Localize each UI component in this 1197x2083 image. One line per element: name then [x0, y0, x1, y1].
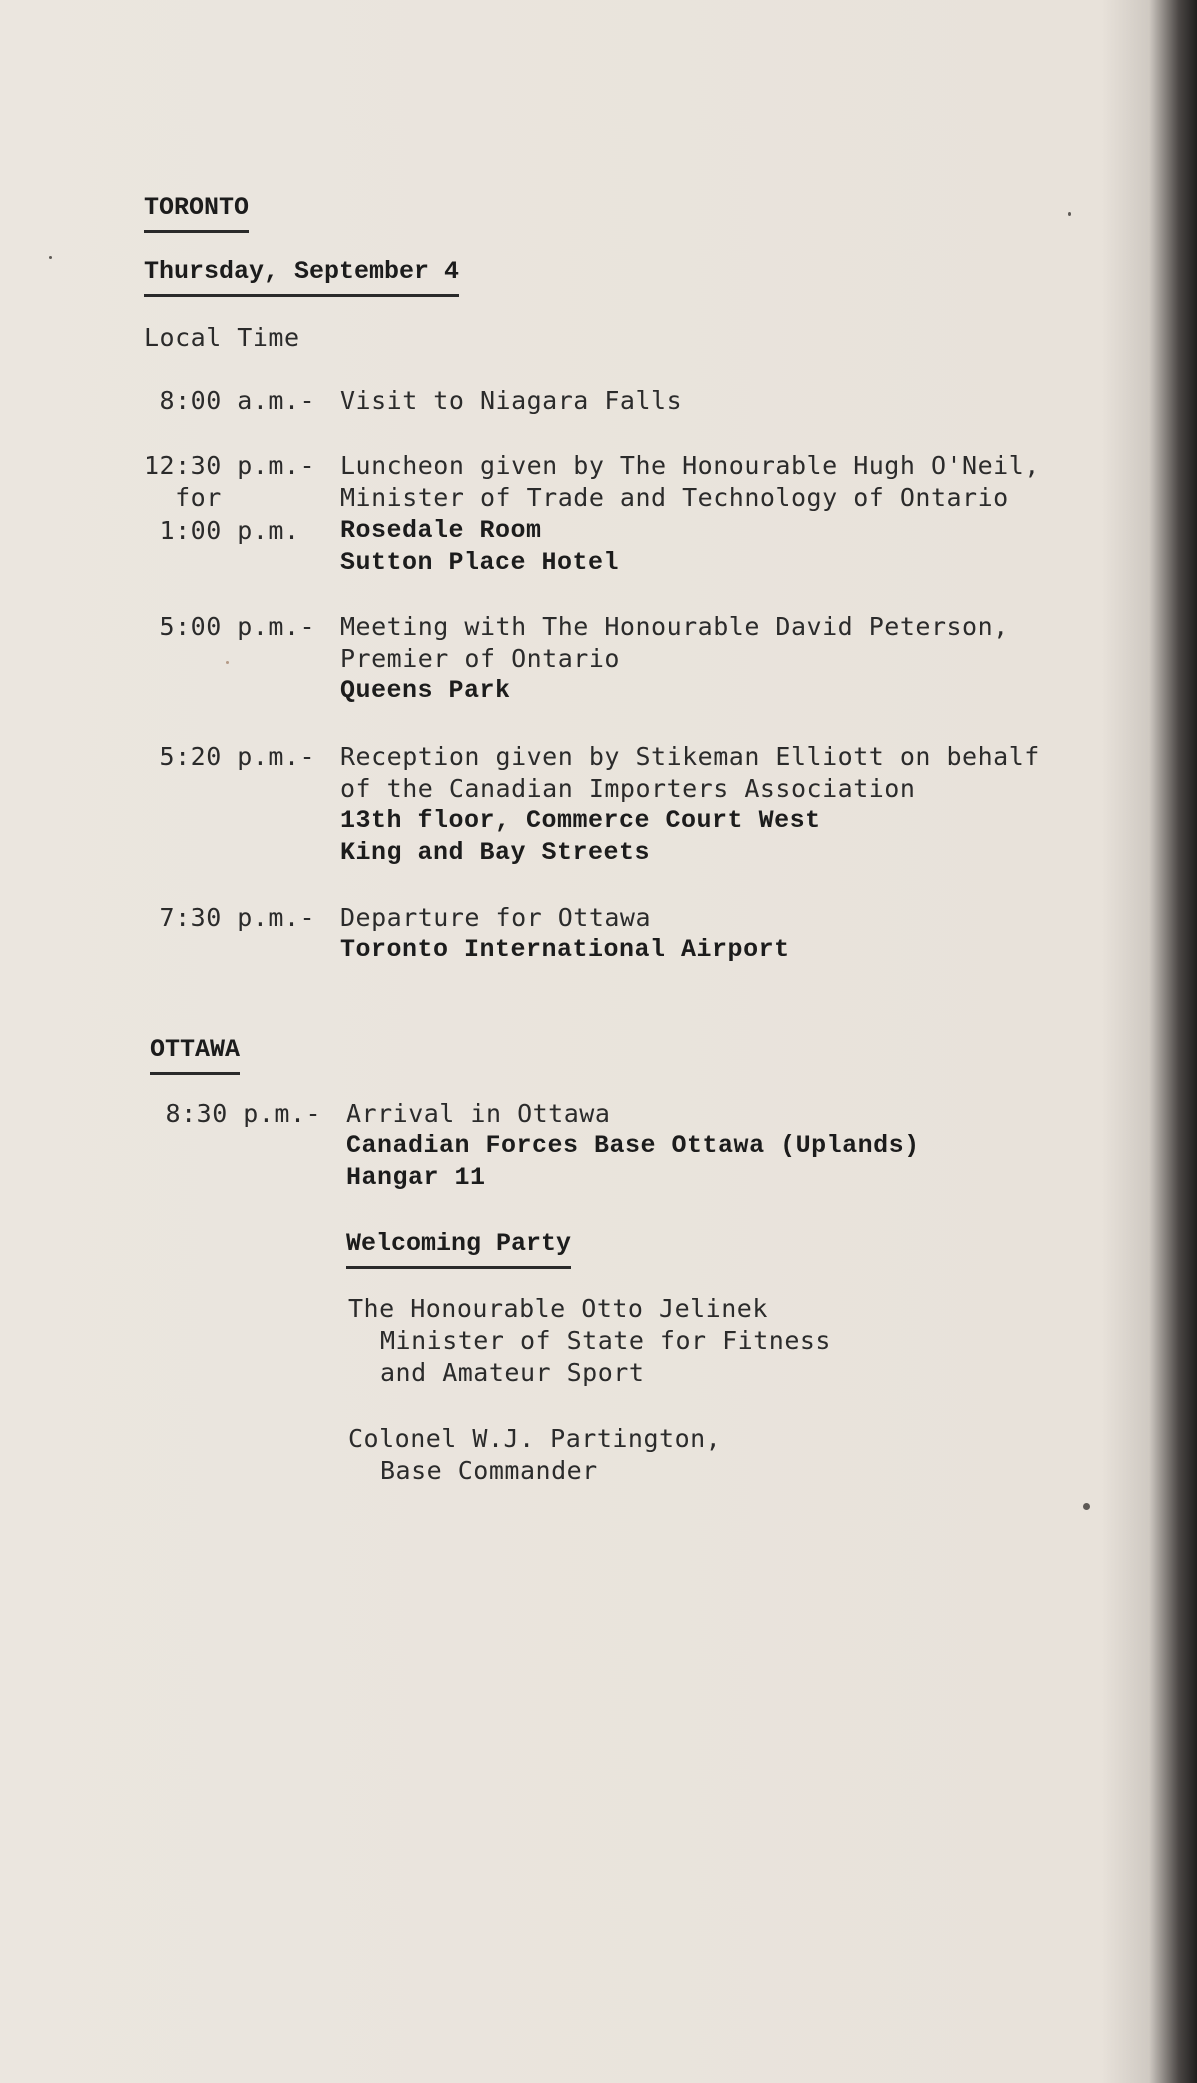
event-location: Toronto International Airport [340, 935, 790, 964]
event-time-extra: for [144, 483, 222, 512]
event-time: 5:00 p.m.- [144, 612, 316, 641]
event-time: 7:30 p.m.- [144, 903, 316, 932]
paper-speck [1083, 1503, 1090, 1510]
paper-speck [49, 256, 52, 259]
event-description: Minister of Trade and Technology of Ontario [340, 483, 1009, 512]
date-heading: Thursday, September 4 [144, 256, 459, 297]
party-member-name: Colonel W.J. Partington, [348, 1424, 722, 1453]
event-time: 8:30 p.m.- [150, 1099, 322, 1128]
welcoming-party-heading: Welcoming Party [346, 1228, 571, 1269]
party-member-name: The Honourable Otto Jelinek [348, 1294, 768, 1323]
event-time: 12:30 p.m.- [144, 451, 316, 480]
paper-speck [1068, 212, 1071, 216]
event-description: Premier of Ontario [340, 644, 620, 673]
event-location: 13th floor, Commerce Court West [340, 806, 821, 835]
event-description: Visit to Niagara Falls [340, 386, 683, 415]
event-location: King and Bay Streets [340, 838, 651, 867]
party-member-title: Base Commander [380, 1456, 598, 1485]
event-location: Sutton Place Hotel [340, 548, 620, 577]
event-description: Reception given by Stikeman Elliott on behalf [340, 742, 1040, 771]
event-location: Queens Park [340, 676, 511, 705]
paper-speck [226, 661, 229, 664]
event-location: Canadian Forces Base Ottawa (Uplands) [346, 1131, 920, 1160]
event-time: 5:20 p.m.- [144, 742, 316, 771]
event-description: Luncheon given by The Honourable Hugh O'Neil, [340, 451, 1040, 480]
local-time-label: Local Time [144, 323, 300, 352]
event-location: Hangar 11 [346, 1163, 486, 1192]
section-heading-toronto: TORONTO [144, 192, 249, 233]
event-description: Arrival in Ottawa [346, 1099, 611, 1128]
event-description: of the Canadian Importers Association [340, 774, 916, 803]
event-time: 8:00 a.m.- [144, 386, 316, 415]
event-location: Rosedale Room [340, 516, 542, 545]
event-description: Meeting with The Honourable David Peterson, [340, 612, 1009, 641]
event-description: Departure for Ottawa [340, 903, 652, 932]
party-member-title: Minister of State for Fitness [380, 1326, 831, 1355]
section-heading-ottawa: OTTAWA [150, 1034, 240, 1075]
party-member-title: and Amateur Sport [380, 1358, 645, 1387]
event-time-extra: 1:00 p.m. [144, 516, 300, 545]
